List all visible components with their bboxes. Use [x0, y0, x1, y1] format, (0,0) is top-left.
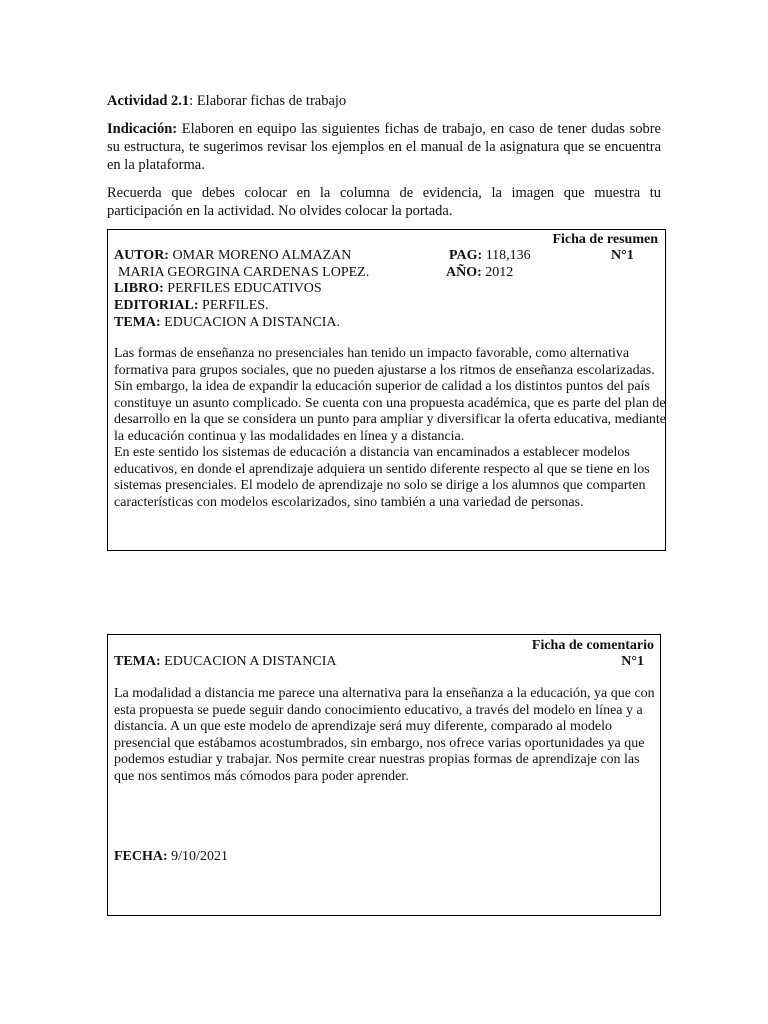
instruction-text: Elaboren en equipo las siguientes fichas de trabajo, en caso de tener dudas sobre su estructura, te sugerimos revisar los ejemplos en el manual de la asignatura que se encuentra en la plataforma.	[107, 121, 661, 173]
comment-topic-line	[114, 654, 337, 671]
date-line	[114, 849, 228, 866]
summary-card-title: Ficha de resumen	[552, 232, 658, 247]
activity-heading	[107, 92, 661, 110]
book-line	[114, 281, 322, 298]
comment-line: que nos sentimos más cómodos para poder aprender.	[114, 768, 409, 784]
activity-label: Actividad 2.1	[107, 93, 190, 109]
summary-card-number: N°1	[611, 248, 634, 263]
topic-line	[114, 315, 340, 332]
author-label: AUTOR:	[114, 248, 169, 263]
summary-line: desarrollo en la que se considera un punto para ampliar y diversificar la oferta educativa, mediante	[114, 412, 666, 427]
year-value: 2012	[481, 265, 514, 280]
comment-body	[114, 686, 655, 785]
book-value: PERFILES EDUCATIVOS	[163, 281, 322, 296]
topic-label: TEMA:	[114, 315, 161, 330]
publisher-value: PERFILES.	[198, 298, 269, 313]
author-1: OMAR MORENO ALMAZAN	[168, 248, 352, 263]
comment-line: distancia. A un que este modelo de aprendizaje será muy diferente, comparado al modelo	[114, 719, 612, 734]
topic-value: EDUCACION A DISTANCIA.	[160, 315, 340, 330]
instruction-label: Indicación:	[107, 121, 178, 137]
comment-topic-label: TEMA:	[114, 654, 161, 669]
summary-body	[114, 346, 666, 511]
year-line	[446, 265, 513, 282]
page-label: PAG:	[449, 248, 483, 263]
reminder-paragraph: Recuerda que debes colocar en la columna de evidencia, la imagen que muestra tu participación en la actividad. No olvides colocar la portada.	[107, 185, 661, 219]
comment-card-title: Ficha de comentario	[531, 638, 654, 653]
date-value: 9/10/2021	[167, 849, 228, 864]
summary-line: características con modelos escolarizados, sino también a una variedad de personas.	[114, 494, 584, 510]
author-line	[114, 248, 351, 265]
comment-line: La modalidad a distancia me parece una alternativa para la enseñanza a la educación, ya que con	[114, 686, 655, 701]
instruction-paragraph	[107, 120, 661, 174]
summary-line: educativos, en donde el aprendizaje adquiera un sentido diferente respecto al que se tiene en los	[114, 461, 650, 477]
summary-line: formativa para grupos sociales, que no pueden ajustarse a los ritmos de enseñanza escolarizadas.	[114, 362, 655, 378]
comment-topic-value: EDUCACION A DISTANCIA	[160, 654, 337, 669]
page-value: 118,136	[482, 248, 531, 263]
summary-line: Las formas de enseñanza no presenciales han tenido un impacto favorable, como alternativa	[114, 346, 630, 361]
summary-line: constituye un asunto complicado. Se cuenta con una propuesta académica, que es parte del plan de	[114, 395, 666, 411]
summary-line: la educación continua y las modalidades en línea y a distancia.	[114, 428, 465, 444]
comment-line: esta propuesta se puede seguir dando conocimiento educativo, a través del modelo en línea y a	[114, 702, 643, 718]
year-label: AÑO:	[446, 265, 482, 280]
page-line	[449, 248, 531, 265]
comment-line: presencial que estábamos acostumbrados, sin embargo, nos ofrece varias oportunidades ya que	[114, 735, 645, 751]
date-label: FECHA:	[114, 849, 168, 864]
publisher-line	[114, 298, 269, 315]
publisher-label: EDITORIAL:	[114, 298, 199, 313]
comment-card-number: N°1	[621, 654, 644, 669]
summary-card	[107, 229, 666, 551]
author-2: MARIA GEORGINA CARDENAS LOPEZ.	[118, 265, 370, 280]
comment-line: podemos estudiar y trabajar. Nos permite crear nuestras propias formas de aprendizaje con las	[114, 752, 640, 767]
comment-card	[107, 634, 661, 916]
book-label: LIBRO:	[114, 281, 164, 296]
summary-line: sistemas presenciales. El modelo de aprendizaje no solo se dirige a los alumnos que comparten	[114, 478, 646, 493]
summary-line: En este sentido los sistemas de educación a distancia van encaminados a establecer modelos	[114, 445, 630, 460]
activity-text: : Elaborar fichas de trabajo	[189, 93, 347, 109]
summary-line: Sin embargo, la idea de expandir la educación superior de calidad a los distintos puntos del país	[114, 379, 650, 394]
